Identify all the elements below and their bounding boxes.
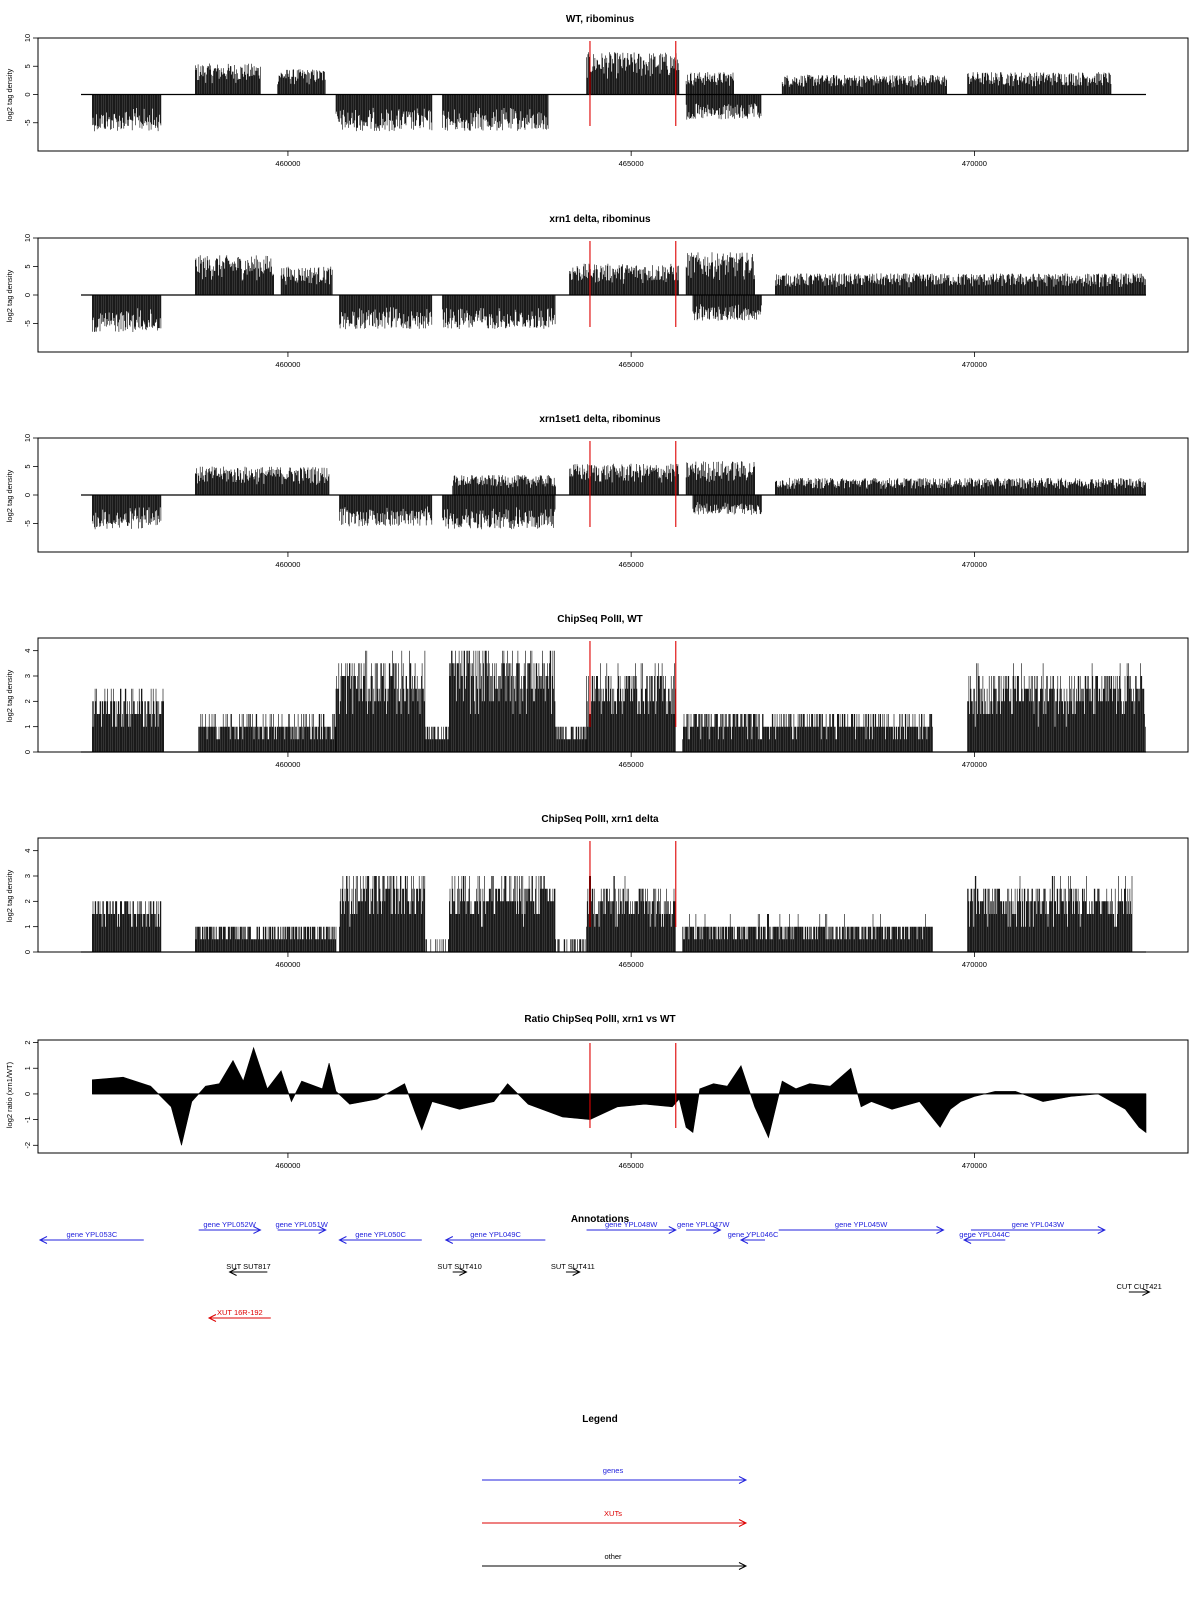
track-chipseq-wt [5, 614, 1188, 769]
bar-cluster [775, 478, 1145, 495]
annotation-label: gene YPL048W [604, 1220, 658, 1229]
x-tick-label: 460000 [275, 360, 301, 369]
y-tick-label: 4 [23, 848, 32, 853]
y-tick-label: 10 [23, 233, 32, 243]
x-tick-label: 470000 [961, 560, 987, 569]
bar-cluster [775, 273, 1145, 295]
legend-panel [482, 1414, 746, 1570]
annotation-label: gene YPL044C [959, 1230, 1011, 1239]
legend-label: XUTs [604, 1509, 622, 1518]
bar-cluster [281, 267, 332, 295]
bar-cluster [92, 95, 161, 132]
bar-cluster [686, 95, 761, 120]
bar-cluster [556, 939, 587, 952]
data-segment [339, 295, 431, 329]
annotation-feature [728, 1230, 779, 1244]
bar-cluster [683, 914, 933, 952]
data-segment [775, 478, 1145, 495]
data-segment [281, 267, 332, 295]
x-tick-label: 470000 [961, 360, 987, 369]
x-tick-label: 470000 [961, 159, 987, 168]
data-segment [686, 461, 755, 495]
y-tick-label: 1 [23, 1066, 32, 1071]
annotation-feature [226, 1262, 270, 1276]
bar-cluster [442, 495, 555, 529]
track-xrn1-ribominus [5, 214, 1188, 369]
bar-cluster [278, 69, 326, 94]
track-wt-ribominus [5, 14, 1188, 168]
track-title: WT, ribominus [565, 14, 635, 25]
data-segment [425, 939, 449, 952]
y-axis-label: log2 tag density [5, 469, 14, 523]
y-tick-label: -5 [23, 320, 32, 327]
annotation-label: SUT SUT411 [550, 1262, 595, 1271]
x-tick-label: 465000 [618, 560, 644, 569]
data-segment [686, 95, 761, 120]
y-tick-label: 2 [23, 899, 32, 904]
bar-cluster [968, 663, 1146, 752]
annotation-feature [779, 1220, 944, 1234]
legend-label: genes [602, 1466, 624, 1475]
y-axis-label: log2 tag density [5, 669, 14, 723]
x-tick-label: 460000 [275, 760, 301, 769]
y-tick-label: 5 [23, 464, 32, 469]
data-segment [569, 464, 678, 495]
track-ratio [5, 1014, 1188, 1170]
y-tick-label: 5 [23, 264, 32, 269]
x-tick-label: 465000 [618, 360, 644, 369]
data-segment [569, 264, 678, 295]
x-tick-label: 465000 [618, 159, 644, 168]
data-segment [195, 64, 260, 95]
legend-item [482, 1466, 746, 1484]
y-tick-label: 5 [23, 64, 32, 69]
y-tick-label: 0 [23, 749, 32, 755]
data-segment [92, 95, 161, 132]
ratio-area [92, 1048, 1146, 1146]
annotation-features [40, 1220, 1162, 1322]
y-tick-label: 0 [23, 1091, 32, 1097]
data-segment [449, 876, 555, 952]
annotation-feature [959, 1230, 1010, 1244]
y-tick-label: 2 [23, 699, 32, 704]
track-title: ChipSeq PolII, WT [557, 614, 643, 625]
bar-cluster [92, 295, 161, 332]
data-segment [442, 295, 555, 329]
y-tick-label: -5 [23, 520, 32, 527]
annotation-label: gene YPL051W [275, 1220, 328, 1229]
track-title: Ratio ChipSeq PolII, xrn1 vs WT [524, 1014, 676, 1025]
data-segment [453, 475, 556, 495]
track-title: ChipSeq PolII, xrn1 delta [541, 814, 659, 825]
data-segment [683, 914, 933, 952]
data-segment [449, 651, 555, 752]
y-tick-label: 10 [23, 433, 32, 443]
bar-cluster [686, 72, 734, 94]
y-tick-label: 3 [23, 673, 32, 679]
bar-cluster [425, 727, 449, 752]
bar-cluster [693, 495, 762, 515]
y-tick-label: 1 [23, 924, 32, 929]
y-tick-label: 0 [23, 292, 32, 298]
y-tick-label: 0 [23, 92, 32, 97]
data-segment [693, 495, 762, 515]
bar-cluster [449, 876, 555, 952]
plot-area [23, 434, 1188, 569]
track-title: xrn1set1 delta, ribominus [539, 414, 661, 425]
y-tick-label: 0 [23, 492, 32, 498]
data-segment [339, 495, 431, 526]
x-tick-label: 460000 [275, 960, 301, 969]
annotation-label: gene YPL049C [470, 1230, 521, 1239]
annotation-feature [677, 1220, 730, 1234]
bar-cluster [199, 714, 336, 752]
y-tick-label: -1 [23, 1116, 32, 1123]
data-segment [278, 69, 326, 94]
data-segment [587, 876, 676, 952]
data-segment [556, 727, 587, 752]
annotations-title: Annotations [570, 1214, 630, 1225]
annotation-label: SUT SUT410 [437, 1262, 482, 1271]
data-segment [92, 495, 161, 529]
plot-area [23, 638, 1188, 769]
annotation-feature [199, 1220, 261, 1234]
annotation-feature [209, 1308, 271, 1322]
data-segment [968, 876, 1133, 952]
bar-cluster [195, 927, 336, 952]
data-segment [693, 295, 762, 321]
data-segment [195, 927, 336, 952]
y-tick-label: 1 [23, 724, 32, 729]
bar-cluster [683, 714, 933, 752]
annotation-feature [1116, 1282, 1161, 1296]
data-segment [968, 663, 1146, 752]
x-tick-label: 470000 [961, 760, 987, 769]
x-tick-label: 465000 [618, 960, 644, 969]
x-tick-label: 470000 [961, 960, 987, 969]
annotation-feature [275, 1220, 328, 1234]
bar-cluster [339, 876, 424, 952]
annotation-feature [551, 1262, 595, 1276]
annotation-label: gene YPL045W [834, 1220, 888, 1229]
y-tick-label: -2 [23, 1141, 32, 1149]
data-segment [968, 72, 1112, 94]
annotation-label: CUT CUT421 [1116, 1282, 1162, 1291]
y-axis-label: log2 tag density [5, 269, 14, 323]
data-segment [339, 876, 424, 952]
data-segment [336, 95, 432, 132]
annotation-label: SUT SUT817 [226, 1262, 271, 1271]
annotation-label: XUT 16R-192 [217, 1308, 263, 1317]
x-tick-label: 465000 [618, 760, 644, 769]
data-segment [775, 273, 1145, 295]
data-segment [92, 901, 161, 952]
plot-area [23, 838, 1188, 969]
annotation-label: gene YPL046C [727, 1230, 779, 1239]
track-title: xrn1 delta, ribominus [549, 214, 651, 225]
data-segment [442, 495, 555, 529]
bar-cluster [195, 64, 260, 95]
data-segment [683, 714, 933, 752]
bar-cluster [339, 295, 431, 329]
y-axis-label: log2 tag density [5, 869, 14, 923]
bar-cluster [92, 901, 161, 952]
bar-cluster [442, 295, 555, 329]
data-segment [199, 714, 336, 752]
plot-area [23, 34, 1188, 168]
data-segment [195, 467, 329, 495]
bar-cluster [587, 52, 679, 94]
data-segment [92, 689, 163, 752]
y-tick-label: 10 [23, 33, 32, 43]
bar-cluster [425, 939, 449, 952]
bar-cluster [587, 876, 676, 952]
x-tick-label: 470000 [961, 1161, 987, 1170]
y-axis-label: log2 ratio (xrn1/WT) [5, 1061, 14, 1129]
bar-cluster [92, 689, 163, 752]
x-tick-label: 460000 [275, 1161, 301, 1170]
bar-cluster [195, 255, 273, 295]
bar-cluster [453, 475, 556, 495]
data-segment [587, 663, 676, 752]
bar-cluster [569, 464, 678, 495]
annotation-feature [437, 1262, 481, 1276]
y-tick-label: 4 [23, 648, 32, 653]
legend-item [482, 1552, 746, 1570]
bar-cluster [968, 72, 1112, 94]
legend-label: other [604, 1552, 622, 1561]
track-chipseq-xrn1 [5, 814, 1188, 969]
data-segment [442, 95, 548, 131]
bar-cluster [336, 95, 432, 132]
legend-title: Legend [582, 1414, 618, 1425]
bar-cluster [195, 467, 329, 495]
bar-cluster [782, 75, 947, 95]
data-segment [782, 75, 947, 95]
track-xrn1set1-ribominus [5, 414, 1188, 569]
data-segment [587, 52, 679, 94]
annotation-feature [339, 1230, 421, 1244]
annotation-label: gene YPL050C [355, 1230, 406, 1239]
bar-cluster [442, 95, 548, 131]
y-axis-label: log2 tag density [5, 68, 14, 122]
plot-area [23, 234, 1188, 369]
bar-cluster [569, 264, 678, 295]
bar-cluster [336, 651, 425, 752]
bar-cluster [92, 495, 161, 529]
annotation-label: gene YPL053C [66, 1230, 118, 1239]
x-tick-label: 465000 [618, 1161, 644, 1170]
legend-item [482, 1509, 746, 1527]
bar-cluster [449, 651, 555, 752]
data-segment [556, 939, 587, 952]
y-tick-label: 0 [23, 949, 32, 955]
annotation-label: gene YPL047W [677, 1220, 730, 1229]
annotation-feature [446, 1230, 546, 1244]
annotations-panel [40, 1214, 1162, 1322]
data-segment [336, 651, 425, 752]
y-tick-label: 3 [23, 873, 32, 879]
bar-cluster [686, 461, 755, 495]
x-tick-label: 460000 [275, 560, 301, 569]
y-tick-label: -5 [23, 119, 32, 127]
plot-area [23, 1040, 1188, 1170]
y-tick-label: 2 [23, 1040, 32, 1045]
data-segment [686, 252, 755, 295]
data-segment [92, 295, 161, 332]
bar-cluster [693, 295, 762, 321]
legend-items [482, 1466, 746, 1570]
bar-cluster [556, 727, 587, 752]
bar-cluster [587, 663, 676, 752]
annotation-label: gene YPL052W [203, 1220, 256, 1229]
data-segment [195, 255, 273, 295]
data-segment [686, 72, 734, 94]
data-segment [425, 727, 449, 752]
bar-cluster [968, 876, 1133, 952]
annotation-label: gene YPL043W [1011, 1220, 1065, 1229]
bar-cluster [339, 495, 431, 526]
x-tick-label: 460000 [275, 159, 301, 168]
bar-cluster [686, 252, 755, 295]
annotation-feature [40, 1230, 144, 1244]
